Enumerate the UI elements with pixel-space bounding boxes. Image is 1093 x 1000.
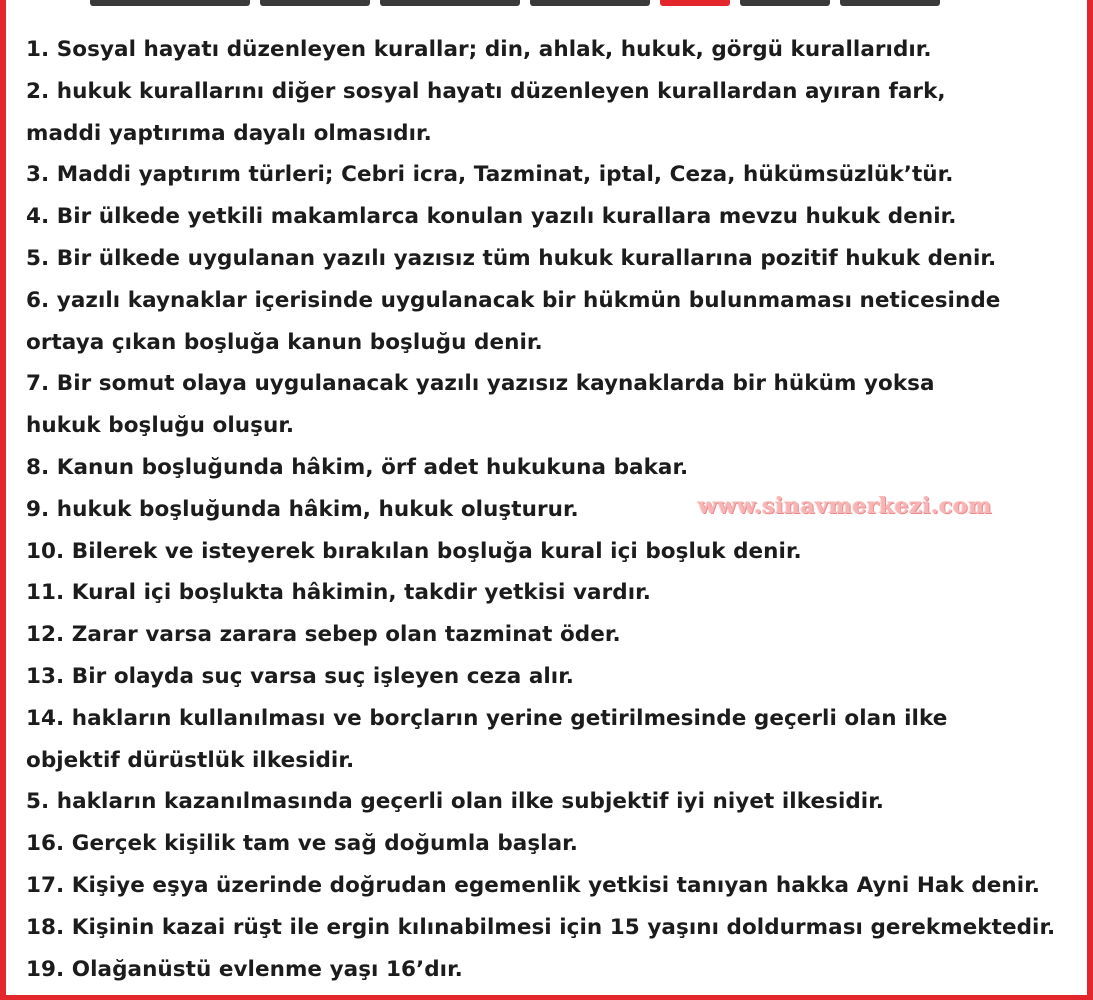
note-line: hukuk boşluğu oluşur. xyxy=(26,413,295,439)
note-line: 8. Kanun boşluğunda hâkim, örf adet hukukuna bakar. xyxy=(26,454,689,480)
note-line: 11. Kural içi boşlukta hâkimin, takdir yetkisi vardır. xyxy=(26,580,651,606)
note-line: ortaya çıkan boşluğa kanun boşluğu denir. xyxy=(26,329,543,355)
cropped-header-strip xyxy=(90,0,1010,6)
note-line: 6. yazılı kaynaklar içerisinde uygulanacak bir hükmün bulunmaması neticesinde xyxy=(26,287,1001,313)
note-line: 10. Bilerek ve isteyerek bırakılan boşluğa kural içi boşluk denir. xyxy=(26,538,802,564)
note-line: 18. Kişinin kazai rüşt ile ergin kılınabilmesi için 15 yaşını doldurması gerekmektedir. xyxy=(26,914,1056,940)
note-line: 19. Olağanüstü evlenme yaşı 16’dır. xyxy=(26,956,463,982)
note-line: 14. hakların kullanılması ve borçların yerine getirilmesinde geçerli olan ilke xyxy=(26,705,948,731)
note-line: maddi yaptırıma dayalı olmasıdır. xyxy=(26,120,432,146)
note-line: 2. hukuk kurallarını diğer sosyal hayatı düzenleyen kurallardan ayıran fark, xyxy=(26,78,946,104)
note-line: 1. Sosyal hayatı düzenleyen kurallar; din, ahlak, hukuk, görgü kurallarıdır. xyxy=(26,37,932,62)
note-line: 13. Bir olayda suç varsa suç işleyen ceza alır. xyxy=(26,663,575,689)
note-line: 7. Bir somut olaya uygulanacak yazılı yazısız kaynaklarda bir hüküm yoksa xyxy=(26,371,935,397)
note-line: 9. hukuk boşluğunda hâkim, hukuk oluşturur. xyxy=(26,496,579,522)
note-line: objektif dürüstlük ilkesidir. xyxy=(26,747,355,773)
note-line: 3. Maddi yaptırım türleri; Cebri icra, Tazminat, iptal, Ceza, hükümsüzlük’tür. xyxy=(26,162,954,188)
note-line: 12. Zarar varsa zarara sebep olan tazminat öder. xyxy=(26,622,621,648)
site-watermark: www.sinavmerkezi.com xyxy=(698,493,993,519)
note-line: 4. Bir ülkede yetkili makamlarca konulan yazılı kurallara mevzu hukuk denir. xyxy=(26,204,957,230)
note-line: 17. Kişiye eşya üzerinde doğrudan egemenlik yetkisi tanıyan hakka Ayni Hak denir. xyxy=(26,872,1041,898)
note-line: 5. Bir ülkede uygulanan yazılı yazısız tüm hukuk kurallarına pozitif hukuk denir. xyxy=(26,245,997,271)
note-line: 5. hakların kazanılmasında geçerli olan ilke subjektif iyi niyet ilkesidir. xyxy=(26,789,885,815)
note-line: 16. Gerçek kişilik tam ve sağ doğumla başlar. xyxy=(26,831,578,857)
